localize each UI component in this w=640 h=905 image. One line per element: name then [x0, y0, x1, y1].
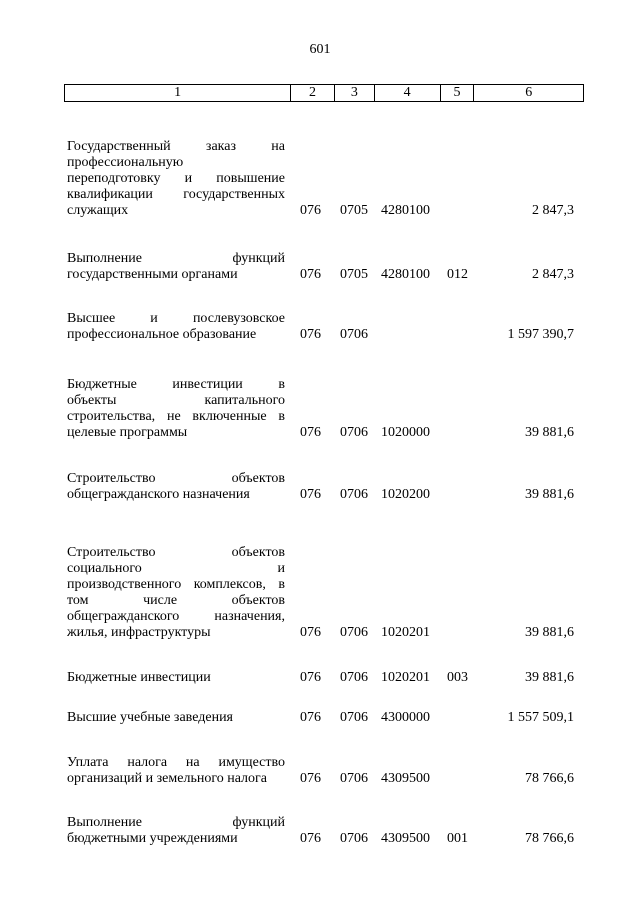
row-description — [67, 815, 285, 847]
description-line: Выполнение функций — [67, 251, 285, 266]
description-line: общегражданского назначения, — [67, 609, 285, 624]
description-line: государственными органами — [67, 267, 238, 282]
description-line: Строительство объектов — [67, 471, 285, 486]
row-description — [67, 755, 285, 787]
section-code: 0706 — [340, 831, 368, 846]
description-line: производственного комплексов, в — [67, 577, 285, 592]
section-code: 0706 — [340, 625, 368, 640]
description-line: организаций и земельного налога — [67, 771, 267, 786]
section-code: 0706 — [340, 710, 368, 725]
column-header-2: 2 — [291, 85, 335, 101]
chapter-code: 076 — [300, 425, 321, 440]
section-code: 0706 — [340, 487, 368, 502]
amount: 39 881,6 — [525, 487, 574, 502]
column-header-3: 3 — [335, 85, 375, 101]
chapter-code: 076 — [300, 710, 321, 725]
description-line: Уплата налога на имущество — [67, 755, 285, 770]
description-line: Бюджетные инвестиции в — [67, 377, 285, 392]
amount: 2 847,3 — [532, 267, 574, 282]
description-line: служащих — [67, 203, 129, 218]
column-header-6: 6 — [525, 85, 533, 100]
description-line: объекты капитального — [67, 393, 285, 408]
description-line: том числе объектов — [67, 593, 285, 608]
section-code: 0705 — [340, 267, 368, 282]
description-line: социального и — [67, 561, 285, 576]
section-code: 0705 — [340, 203, 368, 218]
target-article-code: 1020201 — [381, 670, 430, 685]
row-description — [67, 251, 285, 283]
amount: 2 847,3 — [532, 203, 574, 218]
target-article-code: 4300000 — [381, 710, 430, 725]
expense-type-code: 003 — [447, 670, 468, 685]
description-line: Строительство объектов — [67, 545, 285, 560]
chapter-code: 076 — [300, 203, 321, 218]
description-line: Высшие учебные заведения — [67, 710, 233, 725]
description-line: бюджетными учреждениями — [67, 831, 238, 846]
expense-type-code: 001 — [447, 831, 468, 846]
chapter-code: 076 — [300, 267, 321, 282]
row-description — [67, 545, 285, 641]
row-description — [67, 377, 285, 441]
chapter-code: 076 — [300, 487, 321, 502]
chapter-code: 076 — [300, 831, 321, 846]
description-line: квалификации государственных — [67, 187, 285, 202]
chapter-code: 076 — [300, 625, 321, 640]
amount: 39 881,6 — [525, 670, 574, 685]
description-line: Высшее и послевузовское — [67, 311, 285, 326]
column-header-4: 4 — [375, 85, 441, 101]
row-description — [67, 471, 285, 503]
row-description — [67, 311, 285, 343]
description-line: жилья, инфраструктуры — [67, 625, 211, 640]
amount: 1 597 390,7 — [507, 327, 574, 342]
description-line: профессиональную — [67, 155, 184, 170]
target-article-code: 4309500 — [381, 831, 430, 846]
column-header-5: 5 — [441, 85, 475, 101]
amount: 1 557 509,1 — [507, 710, 574, 725]
target-article-code: 4280100 — [381, 203, 430, 218]
row-description — [67, 139, 285, 219]
amount: 39 881,6 — [525, 425, 574, 440]
page-number: 601 — [309, 42, 331, 57]
target-article-code: 1020200 — [381, 487, 430, 502]
description-line: Выполнение функций — [67, 815, 285, 830]
column-header-1: 1 — [65, 85, 291, 101]
section-code: 0706 — [340, 670, 368, 685]
chapter-code: 076 — [300, 327, 321, 342]
description-line: Бюджетные инвестиции — [67, 670, 211, 685]
chapter-code: 076 — [300, 670, 321, 685]
row-description — [67, 710, 285, 726]
target-article-code: 1020201 — [381, 625, 430, 640]
amount: 78 766,6 — [525, 771, 574, 786]
description-line: переподготовку и повышение — [67, 171, 285, 186]
description-line: целевые программы — [67, 425, 188, 440]
target-article-code: 4309500 — [381, 771, 430, 786]
chapter-code: 076 — [300, 771, 321, 786]
target-article-code: 4280100 — [381, 267, 430, 282]
column-header-row — [64, 84, 584, 102]
description-line: профессиональное образование — [67, 327, 257, 342]
target-article-code: 1020000 — [381, 425, 430, 440]
section-code: 0706 — [340, 425, 368, 440]
amount: 78 766,6 — [525, 831, 574, 846]
row-description — [67, 670, 285, 686]
description-line: Государственный заказ на — [67, 139, 285, 154]
description-line: общегражданского назначения — [67, 487, 250, 502]
section-code: 0706 — [340, 771, 368, 786]
expense-type-code: 012 — [447, 267, 468, 282]
description-line: строительства, не включенные в — [67, 409, 285, 424]
section-code: 0706 — [340, 327, 368, 342]
amount: 39 881,6 — [525, 625, 574, 640]
